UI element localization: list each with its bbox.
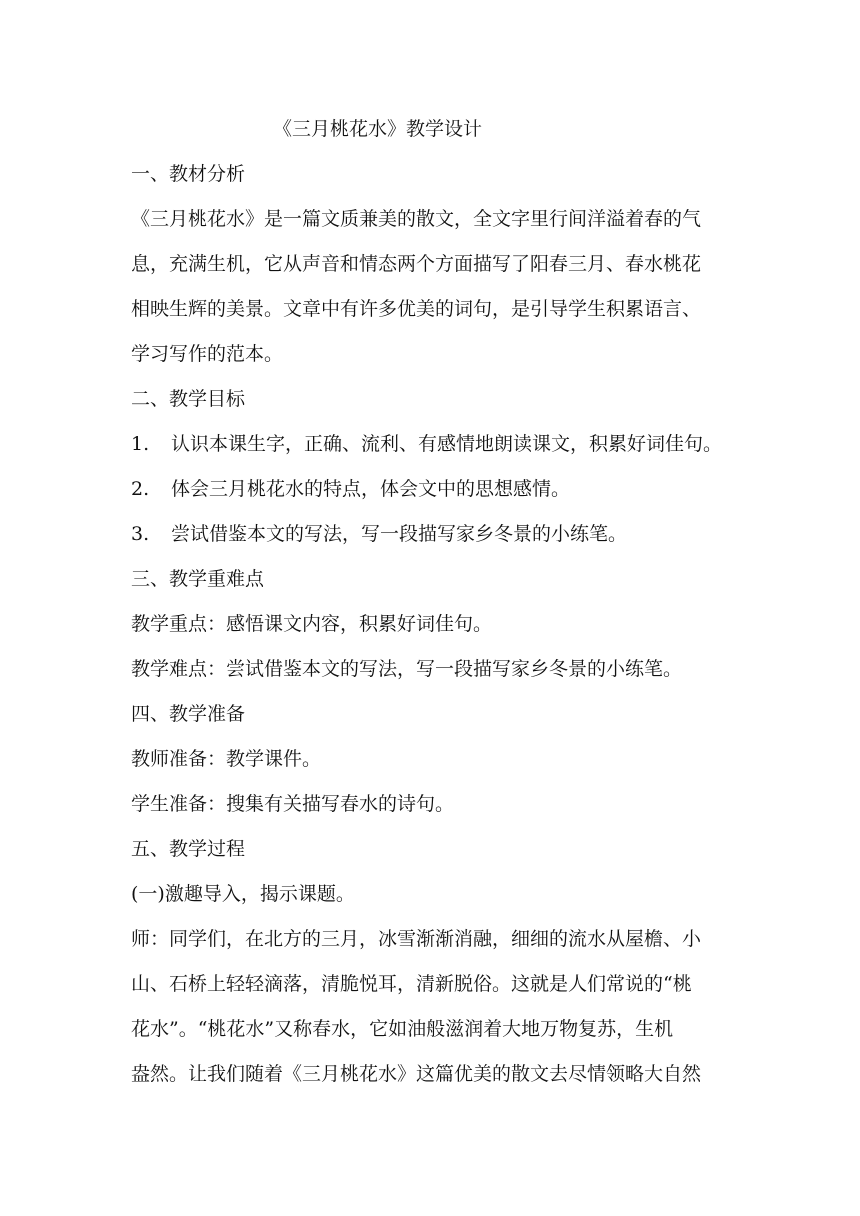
- difficult-point: 教学难点：尝试借鉴本文的写法，写一段描写家乡冬景的小练笔。: [131, 658, 683, 680]
- analysis-line-4: 学习写作的范本。: [131, 343, 284, 365]
- teacher-speech-line-4: 盎然。让我们随着《三月桃花水》这篇优美的散文去尽情领略大自然: [131, 1063, 702, 1085]
- goal-text: 尝试借鉴本文的写法，写一段描写家乡冬景的小练笔。: [171, 523, 628, 545]
- goal-text: 认识本课生字，正确、流利、有感情地朗读课文，积累好词佳句。: [171, 433, 723, 455]
- teacher-speech-line-1: 师：同学们，在北方的三月，冰雪渐渐消融，细细的流水从屋檐、小: [131, 928, 702, 950]
- teacher-speech-line-2: 山、石桥上轻轻滴落，清脆悦耳，清新脱俗。这就是人们常说的“桃: [131, 973, 692, 995]
- student-prep: 学生准备：搜集有关描写春水的诗句。: [131, 793, 455, 815]
- analysis-line-2: 息，充满生机，它从声音和情态两个方面描写了阳春三月、春水桃花: [131, 253, 702, 275]
- teacher-speech-line-3: 花水”。“桃花水”又称春水，它如油般滋润着大地万物复苏，生机: [131, 1018, 674, 1040]
- section-heading-1: 一、教材分析: [131, 163, 246, 185]
- analysis-line-1: 《三月桃花水》是一篇文质兼美的散文，全文字里行间洋溢着春的气: [131, 208, 702, 230]
- teacher-prep: 教师准备：教学课件。: [131, 748, 322, 770]
- section-heading-3: 三、教学重难点: [131, 568, 265, 590]
- analysis-line-3: 相映生辉的美景。文章中有许多优美的词句，是引导学生积累语言、: [131, 298, 702, 320]
- goal-item-1: [131, 431, 722, 457]
- goal-item-2: [131, 476, 570, 502]
- goal-number: 1.: [131, 433, 150, 455]
- goal-text: 体会三月桃花水的特点，体会文中的思想感情。: [171, 478, 571, 500]
- section-heading-5: 五、教学过程: [131, 838, 246, 860]
- section-heading-2: 二、教学目标: [131, 388, 246, 410]
- section-heading-4: 四、教学准备: [131, 703, 246, 725]
- document-title: 《三月桃花水》教学设计: [273, 118, 483, 140]
- goal-number: 2.: [131, 478, 150, 500]
- process-step-1: (一)激趣导入，揭示课题。: [131, 883, 355, 905]
- goal-item-3: [131, 521, 627, 547]
- key-point: 教学重点：感悟课文内容，积累好词佳句。: [131, 613, 493, 635]
- goal-number: 3.: [131, 523, 150, 545]
